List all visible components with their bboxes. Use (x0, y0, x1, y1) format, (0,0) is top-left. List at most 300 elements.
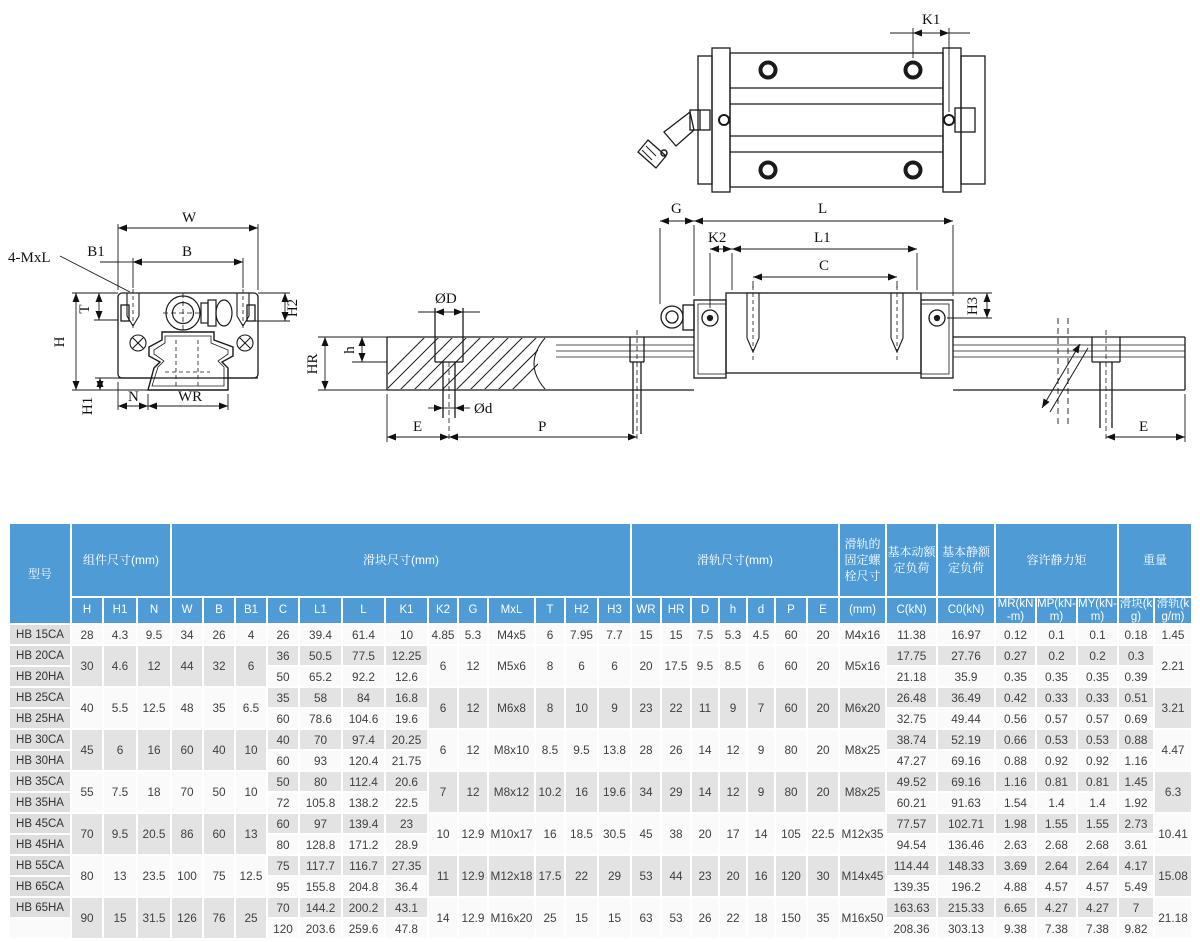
header-cell: h (720, 598, 746, 623)
spec-cell: 0.2 (1078, 646, 1117, 665)
spec-cell: 9.38 (996, 919, 1035, 938)
spec-cell: 0.92 (1078, 751, 1117, 770)
spec-cell: 20 (808, 625, 838, 644)
dim-label-h2: H2 (285, 298, 301, 318)
spec-cell: M5x6 (489, 646, 534, 686)
spec-table-body (10, 625, 1191, 938)
model-cell: HB 55CA (10, 856, 70, 875)
spec-cell: 78.6 (300, 709, 341, 728)
spec-cell: M16x50 (840, 898, 885, 938)
spec-cell: 16 (138, 730, 170, 770)
spec-cell: 22.5 (386, 793, 427, 812)
spec-cell: 0.56 (996, 709, 1035, 728)
spec-cell: 20 (808, 772, 838, 812)
spec-cell: 7 (748, 688, 774, 728)
header-cell: H3 (599, 598, 630, 623)
spec-cell: 50 (268, 667, 298, 686)
spec-cell: 60 (776, 646, 806, 686)
spec-cell: 80 (300, 772, 341, 791)
spec-cell: 26 (692, 898, 718, 938)
spec-cell: 8.5 (720, 646, 746, 686)
spec-cell: 6 (429, 646, 457, 686)
dim-label-l1: L1 (814, 230, 831, 246)
spec-cell: 144.2 (300, 898, 341, 917)
spec-cell: 120.4 (343, 751, 384, 770)
model-cell: HB 30HA (10, 751, 70, 770)
spec-cell: 90 (72, 898, 102, 938)
spec-cell: 116.7 (343, 856, 384, 875)
spec-cell: 23.5 (138, 856, 170, 896)
spec-cell: 0.2 (1037, 646, 1076, 665)
spec-cell: 15 (566, 898, 597, 938)
spec-cell: 30 (72, 646, 102, 686)
dim-label-h: H (52, 336, 68, 348)
spec-cell: M8x10 (489, 730, 534, 770)
spec-cell: 4.17 (1119, 856, 1153, 875)
spec-cell: 10 (566, 688, 597, 728)
header-cell: W (172, 598, 202, 623)
spec-cell: 7.7 (599, 625, 630, 644)
header-cell: B1 (236, 598, 266, 623)
spec-cell: 65.2 (300, 667, 341, 686)
spec-cell: 5.3 (720, 625, 746, 644)
spec-cell: 0.39 (1119, 667, 1153, 686)
dim-label-diad: Ød (474, 401, 493, 417)
spec-cell: 60 (268, 751, 298, 770)
spec-table-head (10, 524, 1191, 623)
spec-cell: 0.69 (1119, 709, 1153, 728)
spec-cell: 15.08 (1155, 856, 1191, 896)
spec-cell: 18 (748, 898, 774, 938)
spec-cell: 120 (268, 919, 298, 938)
header-cell: MY(kN-m) (1078, 598, 1117, 623)
spec-cell: 2.68 (1037, 835, 1076, 854)
spec-cell: 2.21 (1155, 646, 1191, 686)
spec-cell: 7.38 (1037, 919, 1076, 938)
header-cell: D (692, 598, 718, 623)
dim-label-w: W (182, 210, 197, 226)
spec-cell: 45 (632, 814, 660, 854)
spec-cell: 76 (204, 898, 234, 938)
header-group: 基本动额定负荷 (887, 524, 936, 596)
header-cell: 滑轨(kg/m) (1156, 598, 1190, 623)
spec-cell: 13 (104, 856, 136, 896)
spec-cell: 60 (172, 730, 202, 770)
spec-cell: 26 (662, 730, 690, 770)
spec-cell: 10 (236, 730, 266, 770)
spec-cell: 47.27 (887, 751, 936, 770)
model-cell: HB 65CA (10, 877, 70, 896)
spec-cell: 4.57 (1078, 877, 1117, 896)
spec-cell: 0.35 (996, 667, 1035, 686)
spec-cell: 3.69 (996, 856, 1035, 875)
spec-cell: 10.41 (1155, 814, 1191, 854)
spec-cell: 70 (268, 898, 298, 917)
header-cell: (mm) (840, 598, 885, 623)
spec-cell: 7.5 (692, 625, 718, 644)
spec-cell: 6.3 (1155, 772, 1191, 812)
spec-cell: 0.12 (996, 625, 1035, 644)
spec-cell: 27.76 (938, 646, 994, 665)
spec-cell: 0.27 (996, 646, 1035, 665)
spec-cell: 49.44 (938, 709, 994, 728)
spec-cell: 203.6 (300, 919, 341, 938)
dim-label-l: L (818, 201, 828, 217)
spec-cell: 2.68 (1078, 835, 1117, 854)
spec-cell: 28.9 (386, 835, 427, 854)
spec-cell: 0.3 (1119, 646, 1153, 665)
spec-cell: 61.4 (343, 625, 384, 644)
spec-cell: 14 (692, 730, 718, 770)
spec-cell: 32.75 (887, 709, 936, 728)
header-cell: H2 (566, 598, 597, 623)
spec-cell: 70 (72, 814, 102, 854)
spec-cell: 136.46 (938, 835, 994, 854)
spec-cell: 35 (268, 688, 298, 707)
spec-cell: 8.5 (536, 730, 564, 770)
spec-cell: M6x20 (840, 688, 885, 728)
spec-cell: 11.38 (887, 625, 936, 644)
spec-cell: 15 (662, 625, 690, 644)
spec-cell: 26.48 (887, 688, 936, 707)
spec-cell: 20 (632, 646, 660, 686)
spec-cell: 14 (692, 772, 718, 812)
spec-cell: 10 (429, 814, 457, 854)
spec-cell: 45 (72, 730, 102, 770)
spec-cell: M14x45 (840, 856, 885, 896)
spec-cell: 60 (204, 814, 234, 854)
header-cell: 滑块(kg) (1119, 598, 1153, 623)
spec-cell: 104.6 (343, 709, 384, 728)
dim-label-k2: K2 (708, 230, 727, 246)
spec-cell: 60 (776, 625, 806, 644)
header-cell: K2 (429, 598, 457, 623)
spec-cell: 0.66 (996, 730, 1035, 749)
spec-cell: 60 (268, 709, 298, 728)
spec-cell: 0.81 (1078, 772, 1117, 791)
spec-cell: 72 (268, 793, 298, 812)
spec-cell: 12.25 (386, 646, 427, 665)
spec-cell: 36.4 (386, 877, 427, 896)
header-group: 组件尺寸(mm) (72, 524, 170, 596)
spec-cell: 29 (662, 772, 690, 812)
header-cell: H (72, 598, 102, 623)
header-cell: L (343, 598, 384, 623)
spec-cell: 50.5 (300, 646, 341, 665)
dim-label-e-left: E (413, 419, 423, 435)
spec-cell: 6 (104, 730, 136, 770)
model-cell: HB 20HA (10, 667, 70, 686)
dim-label-h1: H1 (80, 396, 96, 416)
spec-cell: 0.51 (1119, 688, 1153, 707)
header-group: 重量 (1119, 524, 1191, 596)
header-cell: C0(kN) (938, 598, 994, 623)
spec-cell: 2.64 (1037, 856, 1076, 875)
spec-cell: 26 (204, 625, 234, 644)
spec-cell: 1.45 (1119, 772, 1153, 791)
spec-cell: 1.4 (1078, 793, 1117, 812)
header-group: 容许静力矩 (996, 524, 1117, 596)
header-cell: P (776, 598, 806, 623)
spec-cell: 6 (599, 646, 630, 686)
spec-cell: 10.2 (536, 772, 564, 812)
spec-cell: 3.61 (1119, 835, 1153, 854)
spec-cell: 94.54 (887, 835, 936, 854)
spec-cell: 4 (236, 625, 266, 644)
spec-cell: 60 (268, 814, 298, 833)
spec-cell: 80 (776, 730, 806, 770)
header-group: 滑轨尺寸(mm) (632, 524, 838, 596)
header-cell: N (138, 598, 170, 623)
spec-cell: 4.27 (1037, 898, 1076, 917)
spec-cell: 12 (138, 646, 170, 686)
spec-cell: 139.35 (887, 877, 936, 896)
spec-cell: 11 (429, 856, 457, 896)
spec-cell: 22 (566, 856, 597, 896)
spec-cell: 0.1 (1078, 625, 1117, 644)
spec-cell: 20 (808, 730, 838, 770)
spec-cell: 38.74 (887, 730, 936, 749)
spec-cell: 18 (138, 772, 170, 812)
spec-cell: 3.21 (1155, 688, 1191, 728)
spec-cell: 35 (808, 898, 838, 938)
model-cell: HB 20CA (10, 646, 70, 665)
spec-cell: 12 (459, 772, 487, 812)
spec-cell: 7.5 (104, 772, 136, 812)
dim-label-e-right: E (1139, 419, 1149, 435)
spec-cell: 105 (776, 814, 806, 854)
spec-cell: 60 (776, 688, 806, 728)
header-group: 基本静额定负荷 (938, 524, 994, 596)
spec-cell: 48 (172, 688, 202, 728)
header-cell: d (748, 598, 774, 623)
spec-cell: 10 (236, 772, 266, 812)
spec-cell: 23 (632, 688, 660, 728)
spec-cell: 16 (748, 856, 774, 896)
spec-cell: 6.65 (996, 898, 1035, 917)
spec-cell: 139.4 (343, 814, 384, 833)
spec-cell: 171.2 (343, 835, 384, 854)
spec-cell: 9.82 (1119, 919, 1153, 938)
spec-cell: 80 (268, 835, 298, 854)
spec-cell: M4x5 (489, 625, 534, 644)
spec-cell: 148.33 (938, 856, 994, 875)
dim-label-b1: B1 (87, 244, 105, 260)
spec-cell: 6 (429, 730, 457, 770)
spec-cell: 196.2 (938, 877, 994, 896)
spec-cell: M16x20 (489, 898, 534, 938)
spec-cell: 38 (662, 814, 690, 854)
spec-cell: 5.3 (459, 625, 487, 644)
spec-cell: 70 (300, 730, 341, 749)
spec-cell: 60.21 (887, 793, 936, 812)
spec-cell: M12x35 (840, 814, 885, 854)
spec-cell: 34 (632, 772, 660, 812)
spec-cell: 17.75 (887, 646, 936, 665)
spec-cell: 35.9 (938, 667, 994, 686)
spec-cell: 9.5 (104, 814, 136, 854)
spec-cell: 16.97 (938, 625, 994, 644)
spec-cell: 1.55 (1037, 814, 1076, 833)
dim-label-wr: WR (178, 389, 203, 405)
spec-cell: 12.5 (138, 688, 170, 728)
spec-cell: 7.38 (1078, 919, 1117, 938)
spec-cell: 0.35 (1037, 667, 1076, 686)
spec-cell: 20.25 (386, 730, 427, 749)
header-cell: G (459, 598, 487, 623)
spec-cell: 4.57 (1037, 877, 1076, 896)
spec-cell: 36.49 (938, 688, 994, 707)
spec-cell: 12.6 (386, 667, 427, 686)
spec-cell: 92.2 (343, 667, 384, 686)
spec-cell: 7 (1119, 898, 1153, 917)
spec-cell: 20.5 (138, 814, 170, 854)
spec-cell: 1.55 (1078, 814, 1117, 833)
spec-cell: 6.5 (236, 688, 266, 728)
spec-cell: M10x17 (489, 814, 534, 854)
dim-label-t: T (77, 304, 93, 314)
dim-label-k1: K1 (922, 12, 941, 28)
spec-cell: 215.33 (938, 898, 994, 917)
spec-cell: 55 (72, 772, 102, 812)
spec-cell: 22.5 (808, 814, 838, 854)
model-cell: HB 30CA (10, 730, 70, 749)
spec-cell: 112.4 (343, 772, 384, 791)
model-cell: HB 35CA (10, 772, 70, 791)
spec-cell: 8 (536, 646, 564, 686)
header-cell: C(kN) (887, 598, 936, 623)
spec-cell: 31.5 (138, 898, 170, 938)
spec-cell: 303.13 (938, 919, 994, 938)
model-cell: HB 15CA (10, 625, 70, 644)
spec-cell: 10 (386, 625, 427, 644)
spec-cell: 5.49 (1119, 877, 1153, 896)
spec-cell: 34 (172, 625, 202, 644)
spec-cell: 4.85 (429, 625, 457, 644)
spec-cell: 138.2 (343, 793, 384, 812)
dim-label-b: B (182, 244, 193, 260)
spec-cell: 204.8 (343, 877, 384, 896)
model-cell: HB 25HA (10, 709, 70, 728)
spec-cell: 22 (720, 898, 746, 938)
spec-cell: 6 (236, 646, 266, 686)
spec-cell: 75 (268, 856, 298, 875)
header-cell: WR (632, 598, 660, 623)
spec-cell: 91.63 (938, 793, 994, 812)
spec-cell: 0.92 (1037, 751, 1076, 770)
spec-cell: 43.1 (386, 898, 427, 917)
spec-cell: 69.16 (938, 772, 994, 791)
dim-label-diaD: ØD (435, 291, 457, 307)
header-group: 滑轨的固定螺栓尺寸 (840, 524, 885, 596)
spec-cell: 29 (599, 856, 630, 896)
dim-label-hr: HR (305, 353, 321, 375)
spec-cell: 12 (720, 772, 746, 812)
spec-cell: 23 (692, 856, 718, 896)
spec-cell: 4.88 (996, 877, 1035, 896)
spec-cell: 30 (808, 856, 838, 896)
spec-cell: 69.16 (938, 751, 994, 770)
spec-cell: 27.35 (386, 856, 427, 875)
spec-cell: 117.7 (300, 856, 341, 875)
spec-cell: 20 (808, 688, 838, 728)
spec-cell: 200.2 (343, 898, 384, 917)
model-cell: HB 45HA (10, 835, 70, 854)
header-cell: K1 (386, 598, 427, 623)
spec-table (8, 522, 1193, 940)
spec-cell: 9 (748, 730, 774, 770)
spec-cell: 28 (632, 730, 660, 770)
spec-cell: 20 (692, 814, 718, 854)
spec-cell: 1.16 (996, 772, 1035, 791)
spec-cell: 19.6 (386, 709, 427, 728)
spec-cell: 30.5 (599, 814, 630, 854)
spec-cell: 4.3 (104, 625, 136, 644)
spec-cell: 25 (536, 898, 564, 938)
spec-cell: M4x16 (840, 625, 885, 644)
spec-cell: 2.73 (1119, 814, 1153, 833)
spec-cell: 21.18 (887, 667, 936, 686)
spec-cell: 80 (776, 772, 806, 812)
spec-cell: 40 (204, 730, 234, 770)
spec-cell: 18.5 (566, 814, 597, 854)
spec-cell: 0.57 (1037, 709, 1076, 728)
spec-cell: 126 (172, 898, 202, 938)
spec-cell: 32 (204, 646, 234, 686)
spec-cell: 5.5 (104, 688, 136, 728)
spec-cell: 0.53 (1078, 730, 1117, 749)
top-view-drawing (638, 12, 985, 192)
spec-cell: 70 (172, 772, 202, 812)
spec-cell: M8x12 (489, 772, 534, 812)
spec-cell: 102.71 (938, 814, 994, 833)
spec-cell: 44 (662, 856, 690, 896)
spec-cell: 155.8 (300, 877, 341, 896)
spec-cell: 35 (204, 688, 234, 728)
header-cell: L1 (300, 598, 341, 623)
spec-cell: 19.6 (599, 772, 630, 812)
spec-cell: 9.5 (692, 646, 718, 686)
header-cell: MxL (489, 598, 534, 623)
spec-cell: 2.63 (996, 835, 1035, 854)
spec-cell: 12.9 (459, 856, 487, 896)
spec-cell: M6x8 (489, 688, 534, 728)
spec-cell: 12 (720, 730, 746, 770)
spec-cell: 50 (204, 772, 234, 812)
spec-cell: 105.8 (300, 793, 341, 812)
spec-cell: 9 (748, 772, 774, 812)
spec-cell: 40 (72, 688, 102, 728)
dim-label-g: G (671, 201, 682, 217)
spec-cell: M8x25 (840, 772, 885, 812)
spec-cell: 208.36 (887, 919, 936, 938)
model-cell: HB 35HA (10, 793, 70, 812)
spec-cell: 0.57 (1078, 709, 1117, 728)
spec-cell: 16 (566, 772, 597, 812)
spec-cell: 53 (632, 856, 660, 896)
spec-cell: 9.5 (138, 625, 170, 644)
spec-cell: 17.5 (662, 646, 690, 686)
dim-label-n: N (128, 389, 139, 405)
spec-cell: 12 (459, 688, 487, 728)
spec-cell: 20 (720, 856, 746, 896)
spec-cell: 39.4 (300, 625, 341, 644)
spec-cell: 4.47 (1155, 730, 1191, 770)
spec-cell: 0.33 (1078, 688, 1117, 707)
spec-cell: 7.95 (566, 625, 597, 644)
spec-cell: 49.52 (887, 772, 936, 791)
spec-cell: 77.57 (887, 814, 936, 833)
